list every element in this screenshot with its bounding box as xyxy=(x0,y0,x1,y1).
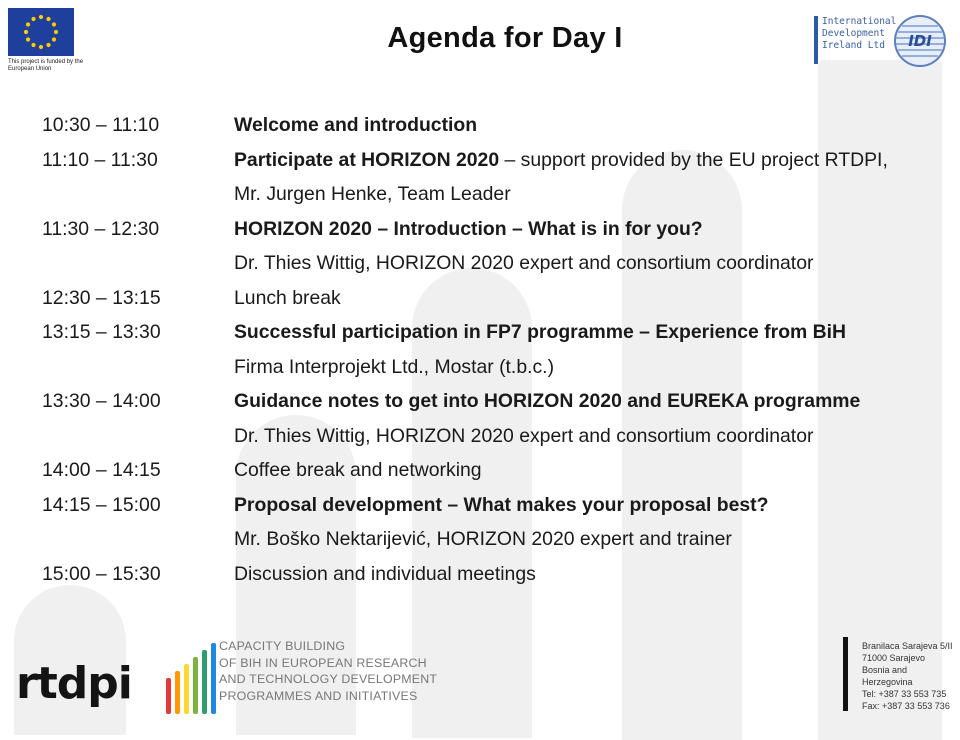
agenda-row xyxy=(42,246,942,281)
agenda-session-title: HORIZON 2020 – Introduction – What is in for you? xyxy=(234,217,703,240)
rtdpi-bar-icon xyxy=(184,664,189,714)
agenda-row xyxy=(42,143,942,178)
idi-logo xyxy=(814,14,954,68)
address-line: Branilaca Sarajeva 5/II xyxy=(862,641,953,651)
agenda-session-detail: Lunch break xyxy=(234,286,341,309)
idi-logo-bar xyxy=(814,16,818,64)
eu-star-icon xyxy=(46,17,50,21)
agenda-list xyxy=(42,108,942,591)
agenda-description xyxy=(234,488,768,523)
agenda-session-detail: Mr. Jurgen Henke, Team Leader xyxy=(234,183,511,205)
agenda-description xyxy=(234,350,554,385)
eu-star-icon xyxy=(31,17,35,21)
agenda-description xyxy=(234,143,888,178)
agenda-description xyxy=(234,246,813,281)
agenda-session-detail: Firma Interprojekt Ltd., Mostar (t.b.c.) xyxy=(234,355,555,378)
agenda-row xyxy=(42,384,942,419)
agenda-time: 14:15 – 15:00 xyxy=(42,493,161,516)
agenda-row xyxy=(42,419,942,454)
rtdpi-bar-icon xyxy=(166,678,171,714)
tagline-line: CAPACITY BUILDING xyxy=(219,639,346,653)
agenda-session-title: Proposal development – What makes your proposal best? xyxy=(234,493,769,516)
agenda-description xyxy=(234,177,511,212)
agenda-time: 14:00 – 14:15 xyxy=(42,459,161,481)
idi-line: Ireland Ltd xyxy=(822,40,885,51)
agenda-row xyxy=(42,557,942,592)
tagline-line: OF BIH IN EUROPEAN RESEARCH xyxy=(219,655,427,670)
page-title: Agenda for Day I xyxy=(387,22,623,54)
address-line: Tel: +387 33 553 735 xyxy=(862,689,947,699)
rtdpi-bar-icon xyxy=(175,671,180,714)
agenda-description xyxy=(234,315,846,350)
agenda-row xyxy=(42,315,942,350)
eu-funding-caption: This project is funded by the European Union xyxy=(8,59,84,72)
address-line: 71000 Sarajevo xyxy=(862,653,926,663)
agenda-time: 15:00 – 15:30 xyxy=(42,562,161,585)
agenda-session-detail: Discussion and individual meetings xyxy=(234,562,536,585)
agenda-time: 13:15 – 13:30 xyxy=(42,321,161,343)
agenda-description xyxy=(234,453,482,488)
agenda-session-detail: Coffee break and networking xyxy=(234,459,482,481)
agenda-row xyxy=(42,212,942,247)
agenda-time: 12:30 – 13:15 xyxy=(42,286,161,309)
idi-logo-text xyxy=(822,16,896,52)
address-line: Fax: +387 33 553 736 xyxy=(862,701,950,711)
rtdpi-bar-icon xyxy=(202,650,207,714)
rtdpi-logo xyxy=(16,640,216,714)
rtdpi-color-bars-icon xyxy=(166,640,226,714)
contact-address xyxy=(862,640,960,712)
agenda-row xyxy=(42,453,942,488)
agenda-session-title: Successful participation in FP7 programme – Experience from BiH xyxy=(234,321,847,343)
agenda-session-detail: – support provided by the EU project RTDPI, xyxy=(499,148,888,171)
agenda-session-title: Participate at HORIZON 2020 xyxy=(234,148,500,171)
address-divider xyxy=(843,637,848,711)
agenda-row xyxy=(42,350,942,385)
agenda-description xyxy=(234,108,477,143)
agenda-description xyxy=(234,419,813,454)
agenda-description xyxy=(234,557,536,592)
agenda-time: 13:30 – 14:00 xyxy=(42,390,161,412)
agenda-row xyxy=(42,488,942,523)
agenda-description xyxy=(234,281,341,316)
agenda-time: 10:30 – 11:10 xyxy=(42,114,160,136)
agenda-description xyxy=(234,522,732,557)
agenda-description xyxy=(234,384,860,419)
agenda-row xyxy=(42,522,942,557)
idi-line: Development xyxy=(822,28,885,39)
agenda-session-detail: Mr. Boško Nektarijević, HORIZON 2020 expert and trainer xyxy=(234,528,732,550)
idi-globe-icon xyxy=(890,14,950,68)
agenda-row xyxy=(42,281,942,316)
agenda-description xyxy=(234,212,703,247)
agenda-row xyxy=(42,108,942,143)
tagline-line: AND TECHNOLOGY DEVELOPMENT xyxy=(219,672,438,686)
agenda-session-title: Guidance notes to get into HORIZON 2020 and EUREKA programme xyxy=(234,390,861,412)
agenda-time: 11:30 – 12:30 xyxy=(42,217,160,240)
rtdpi-bar-icon xyxy=(193,657,198,714)
address-line: Bosnia and Herzegovina xyxy=(862,665,913,687)
idi-mark: IDI xyxy=(908,32,932,50)
project-tagline xyxy=(219,638,437,704)
tagline-line: PROGRAMMES AND INITIATIVES xyxy=(219,688,418,703)
agenda-session-title: Welcome and introduction xyxy=(234,114,478,136)
rtdpi-logo-text: rtdpi xyxy=(16,658,132,709)
rtdpi-bar-icon xyxy=(211,643,216,714)
agenda-session-detail: Dr. Thies Wittig, HORIZON 2020 expert and consortium coordinator xyxy=(234,252,814,274)
agenda-time: 11:10 – 11:30 xyxy=(42,148,158,171)
agenda-row xyxy=(42,177,942,212)
eu-star-icon xyxy=(39,15,43,19)
agenda-session-detail: Dr. Thies Wittig, HORIZON 2020 expert and consortium coordinator xyxy=(234,424,814,447)
idi-line: International xyxy=(822,16,897,27)
